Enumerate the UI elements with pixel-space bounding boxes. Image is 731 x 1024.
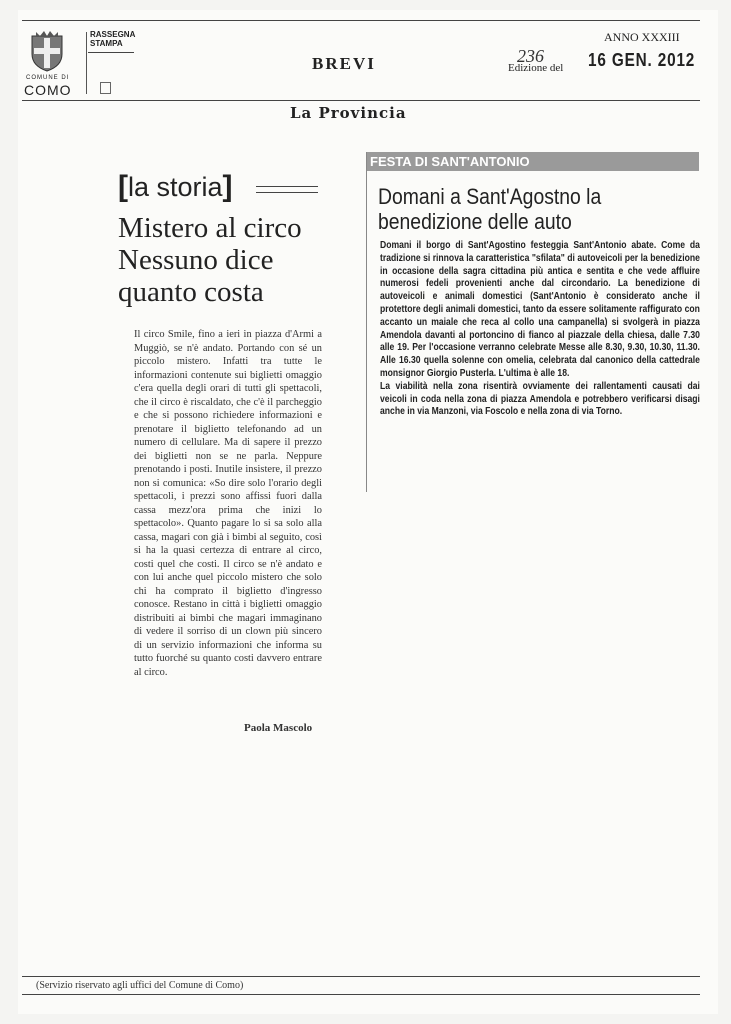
article-kicker: FESTA DI SANT'ANTONIO	[366, 152, 699, 171]
checkbox-square	[100, 82, 111, 94]
edition-number: 236	[517, 46, 544, 66]
anno-label: ANNO XXXIII	[604, 30, 680, 44]
footer-note: (Servizio riservato agli uffici del Comune di Como)	[36, 980, 244, 991]
right-paragraph-2: La viabilità nella zona risentirà ovviamente dei rallentamenti causati dai veicoli in coda nella zona di piazza Amendola e potrebbero verificarsi disagi anche in via Manzoni, via Foscolo e nella zona di via Torno.	[380, 380, 700, 418]
como-label: COMO	[24, 82, 72, 98]
edizione-label: Edizione del	[508, 62, 564, 74]
edition-date: 16 GEN. 2012	[588, 50, 696, 70]
coat-of-arms-icon	[28, 30, 66, 72]
rassegna-stampa-label: RASSEGNA STAMPA	[90, 30, 136, 48]
newspaper-name: La Provincia	[290, 104, 407, 122]
column-rule	[366, 152, 367, 492]
footer-top-rule	[22, 976, 700, 977]
article-tag: [la storia]	[118, 170, 233, 203]
right-body-text	[380, 240, 700, 419]
right-headline: Domani a Sant'Agostno la benedizione delle auto	[378, 184, 602, 234]
comune-di-label: COMUNE DI	[26, 75, 70, 81]
right-paragraph-1: Domani il borgo di Sant'Agostino festeggia Sant'Antonio abate. Come da tradizione si rinnova la caratteristica "sfilata" di autoveicoli per la benedizione in occasione della sagra cittadina più antica e sentita e che vede affluire numerosi fedeli provenienti anche dal circondario. La benedizione di autoveicoli e animali domestici (Sant'Antonio è considerato anche il protettore degli animali domestici, tanto da essere solitamente raffigurato con accanto un maiale che reca al collo una campanella) si svolgerà in piazza Amendola davanti al portoncino di fianco al piazzale della chiesa, dalle 7.30 alle 19. Per l'occasione verranno celebrate Messe alle 8.30, 9.30, 10.30, 11.30. Alle 16.30 quella solenne con omelia, celebrata dal canonico della cattedrale monsignor Giorgio Pusterla. L'ultima è alle 18.	[380, 240, 700, 379]
left-headline: Mistero al circo Nessuno dice quanto costa	[118, 212, 302, 308]
left-body-text: Il circo Smile, fino a ieri in piazza d'Armi a Muggiò, se n'è andato. Portando con sé un piccolo mistero. Infatti tra tutte le informazioni contenute sui biglietti omaggio c'era quella degli orari di tutti gli spettacoli, che il circo è riscaldato, che c'è il parcheggio e che si possono richiedere informazioni e prenotare il biglietto telefonando ad un numero di cellulare. Ma di sapere il prezzo dei biglietti non se ne parla. Neppure prenotando i posti. Inutile insistere, il prezzo non si comunica: «So dire solo l'orario degli spettacoli, i prezzi sono affissi fuori dalla cassa mezz'ora prima che inizi lo spettacolo». Quanto pagare lo si sa solo alla cassa, magari con già i bimbi al seguito, così si ha la quasi certezza di entrare al circo, costi quel che costi. Il circo se n'è andato e con lui anche quel piccolo mistero che solo chi ha comprato il biglietto d'ingresso conosce. Restano in città i biglietti omaggio distribuiti ai bimbi che magari immaginano di vedere il sorriso di un clown più sincero di un servizio informazioni che informa su tutto fuorché su quanto costi davvero entrare al circo.	[134, 329, 322, 678]
logo-rule	[88, 52, 134, 53]
header-bottom-rule	[22, 100, 700, 101]
top-rule	[22, 20, 700, 21]
author-name: Paola Mascolo	[244, 722, 313, 734]
tag-rule	[256, 186, 318, 193]
section-title: BREVI	[312, 54, 376, 73]
footer-bottom-rule	[22, 994, 700, 995]
header-divider	[86, 32, 87, 94]
